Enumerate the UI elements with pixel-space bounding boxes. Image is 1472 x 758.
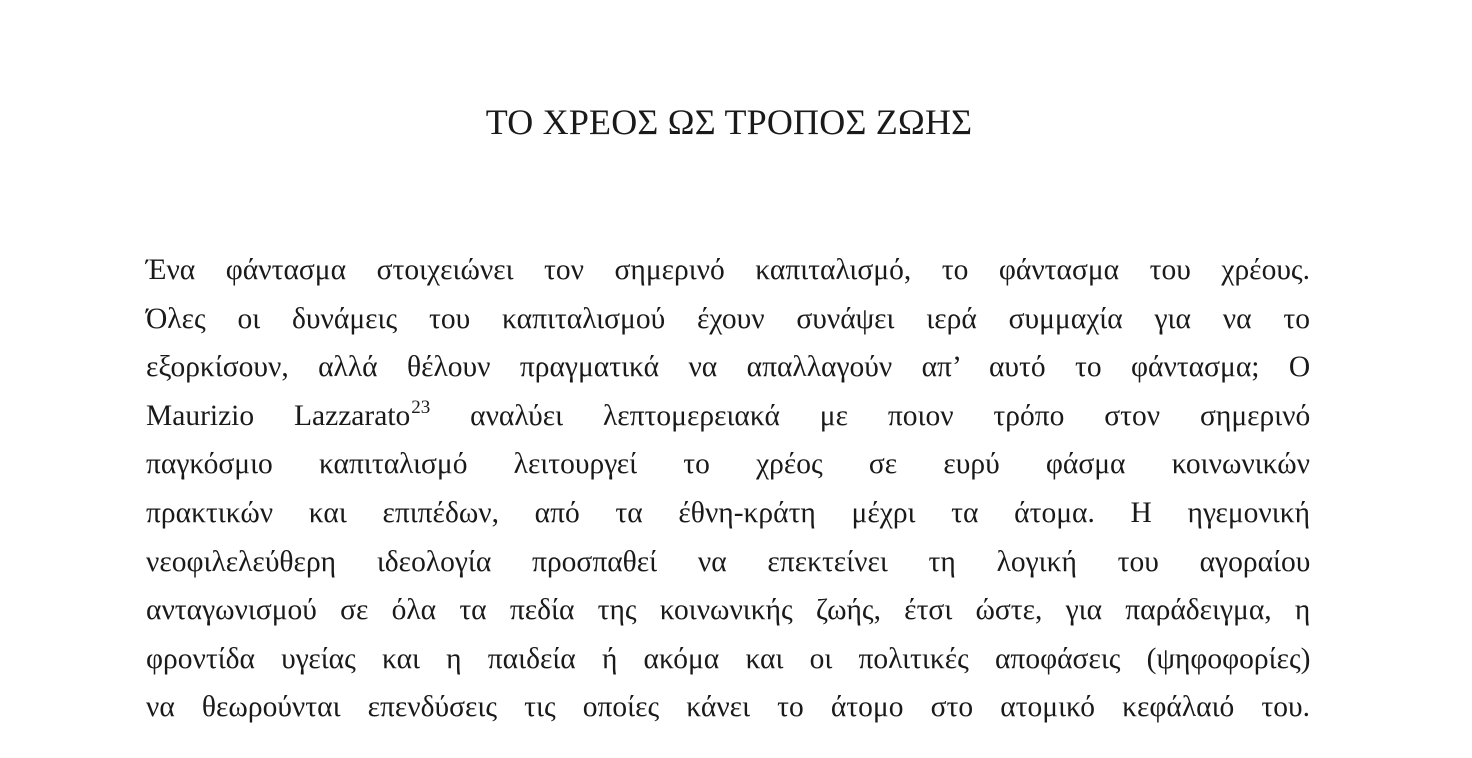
author-name: Maurizio Lazzarato xyxy=(146,399,411,432)
text-line-10: να θεωρούνται επενδύσεις τις οποίες κάνει το άτομο στο ατομικό κεφάλαιό του. xyxy=(146,691,1310,724)
text-line-1: Ένα φάντασμα στοιχειώνει τον σημερινό καπιταλισμό, το φάντασμα του χρέους. xyxy=(146,254,1310,286)
text-line-8: ανταγωνισμού σε όλα τα πεδία της κοινωνικής ζωής, έτσι ώστε, για παράδειγμα, η xyxy=(146,594,1311,627)
page-title: ΤΟ ΧΡΕΟΣ ΩΣ ΤΡΟΠΟΣ ΖΩΗΣ xyxy=(485,102,973,142)
text-line-4-rest: αναλύει λεπτομερειακά με ποιον τρόπο στον σημερινό xyxy=(430,399,1311,432)
text-line-7: νεοφιλελεύθερη ιδεολογία προσπαθεί να επεκτείνει τη λογική του αγοραίου xyxy=(146,545,1311,578)
footnote-marker[interactable]: 23 xyxy=(411,396,431,418)
text-line-9: φροντίδα υγείας και η παιδεία ή ακόμα και οι πολιτικές αποφάσεις (ψηφοφορίες) xyxy=(146,642,1311,675)
text-line-2: Όλες οι δυνάμεις του καπιταλισμού έχουν συνάψει ιερά συμμαχία για να το xyxy=(146,302,1311,335)
body-paragraph xyxy=(146,246,1310,732)
text-line-5: παγκόσμιο καπιταλισμό λειτουργεί το χρέος σε ευρύ φάσμα κοινωνικών xyxy=(146,448,1310,481)
text-line-4 xyxy=(146,392,1310,441)
text-line-6: πρακτικών και επιπέδων, από τα έθνη-κράτη μέχρι τα άτομα. Η ηγεμονική xyxy=(146,496,1310,529)
text-line-3: εξορκίσουν, αλλά θέλουν πραγματικά να απαλλαγούν απ’ αυτό το φάντασμα; Ο xyxy=(146,351,1311,384)
